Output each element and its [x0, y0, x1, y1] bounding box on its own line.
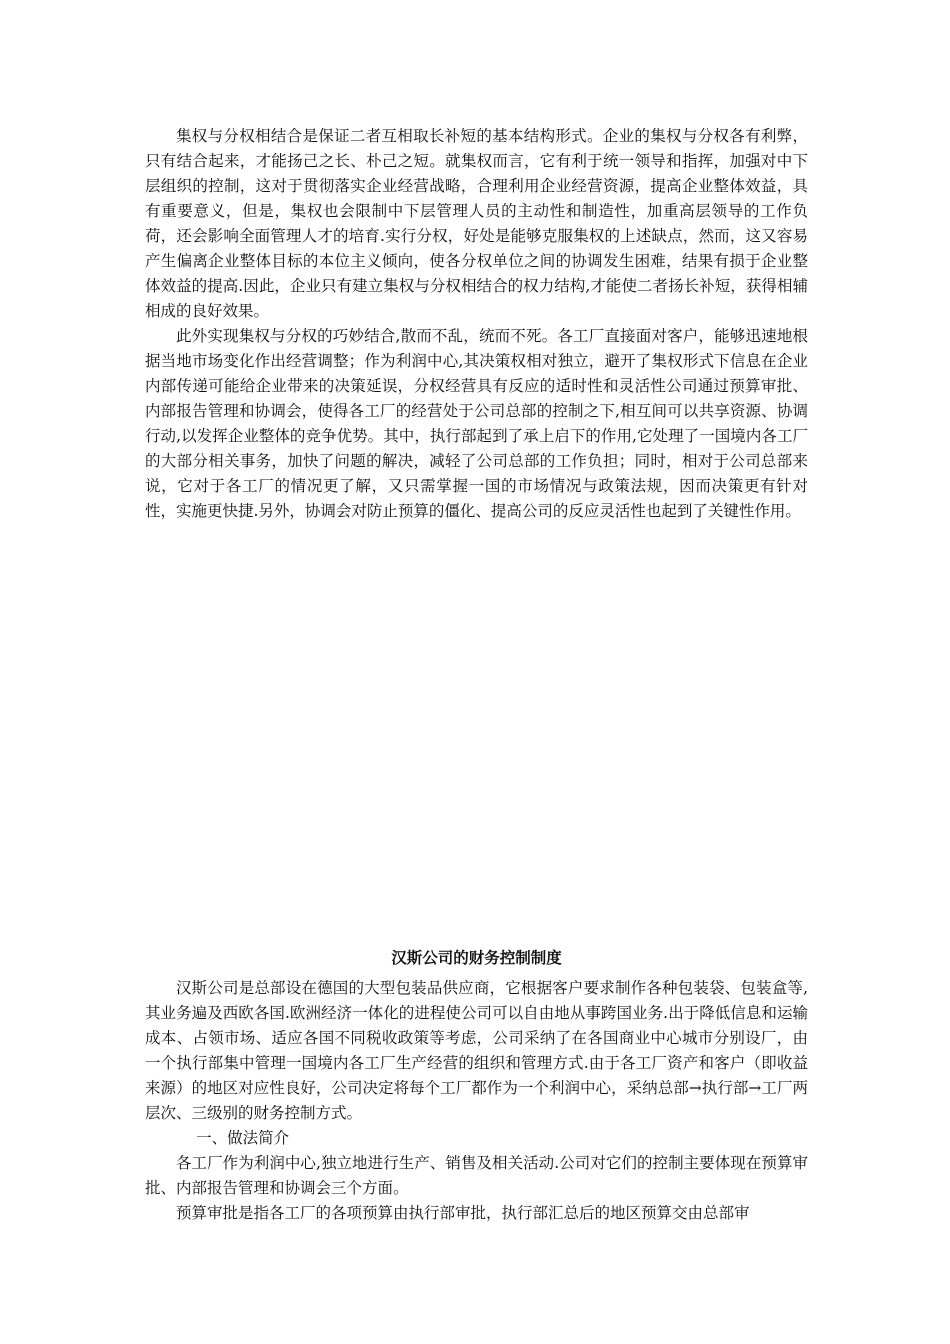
paragraph-profit-center: 各工厂作为利润中心,独立地进行生产、销售及相关活动.公司对它们的控制主要体现在预算审批、内部报告管理和协调会三个方面。 — [145, 1154, 808, 1197]
top-text-block — [145, 124, 808, 524]
paragraph-combination: 此外实现集权与分权的巧妙结合,散而不乱，统而不死。各工厂直接面对客户，能够迅速地根据当地市场变化作出经营调整；作为利润中心,其决策权相对独立，避开了集权形式下信息在企业内部传递可能给企业带来的决策延误，分权经营具有反应的适时性和灵活性公司通过预算审批、内部报告管理和协调会，使得各工厂的经营处于公司总部的控制之下,相互间可以共享资源、协调行动,以发挥企业整体的竞争优势。其中，执行部起到了承上启下的作用,它处理了一国境内各工厂的大部分相关事务，加快了问题的解决，减轻了公司总部的工作负担；同时，相对于公司总部来说，它对于各工厂的情况更了解，又只需掌握一国的市场情况与政策法规，因而决策更有针对性，实施更快捷.另外，协调会对防止预算的僵化、提高公司的反应灵活性也起到了关键性作用。 — [145, 327, 808, 520]
paragraph-budget-approval: 预算审批是指各工厂的各项预算由执行部审批，执行部汇总后的地区预算交由总部审 — [176, 1204, 750, 1222]
case-title: 汉斯公司的财务控制制度 — [391, 949, 562, 967]
bottom-text-block — [145, 976, 808, 1226]
section-heading: 一、做法简介 — [196, 1129, 290, 1147]
paragraph-centralization: 集权与分权相结合是保证二者互相取长补短的基本结构形式。企业的集权与分权各有利弊，只有结合起来，才能扬己之长、朴己之短。就集权而言，它有利于统一领导和指挥，加强对中下层组织的控制，这对于贯彻落实企业经营战略，合理利用企业经营资源，提高企业整体效益，具有重要意义，但是，集权也会限制中下层管理人员的主动性和制造性，加重高层领导的工作负荷，还会影响全面管理人才的培育.实行分权，好处是能够克服集权的上述缺点，然而，这又容易产生偏离企业整体目标的本位主义倾向，使各分权单位之间的协调发生困难，结果有损于企业整体效益的提高.因此，企业只有建立集权与分权相结合的权力结构,才能使二者扬长补短，获得相辅相成的良好效果。 — [145, 127, 808, 320]
paragraph-company-intro: 汉斯公司是总部设在德国的大型包装品供应商，它根据客户要求制作各种包装袋、包装盒等,其业务遍及西欧各国.欧洲经济一体化的进程使公司可以自由地从事跨国业务.出于降低信息和运输成本、占领市场、适应各国不同税收政策等考虑，公司采纳了在各国商业中心城市分别设厂，由一个执行部集中管理一国境内各工厂生产经营的组织和管理方式.由于各工厂资产和客户（即收益来源）的地区对应性良好，公司决定将每个工厂都作为一个利润中心，采纳总部→执行部→工厂两层次、三级别的财务控制方式。 — [145, 979, 808, 1122]
